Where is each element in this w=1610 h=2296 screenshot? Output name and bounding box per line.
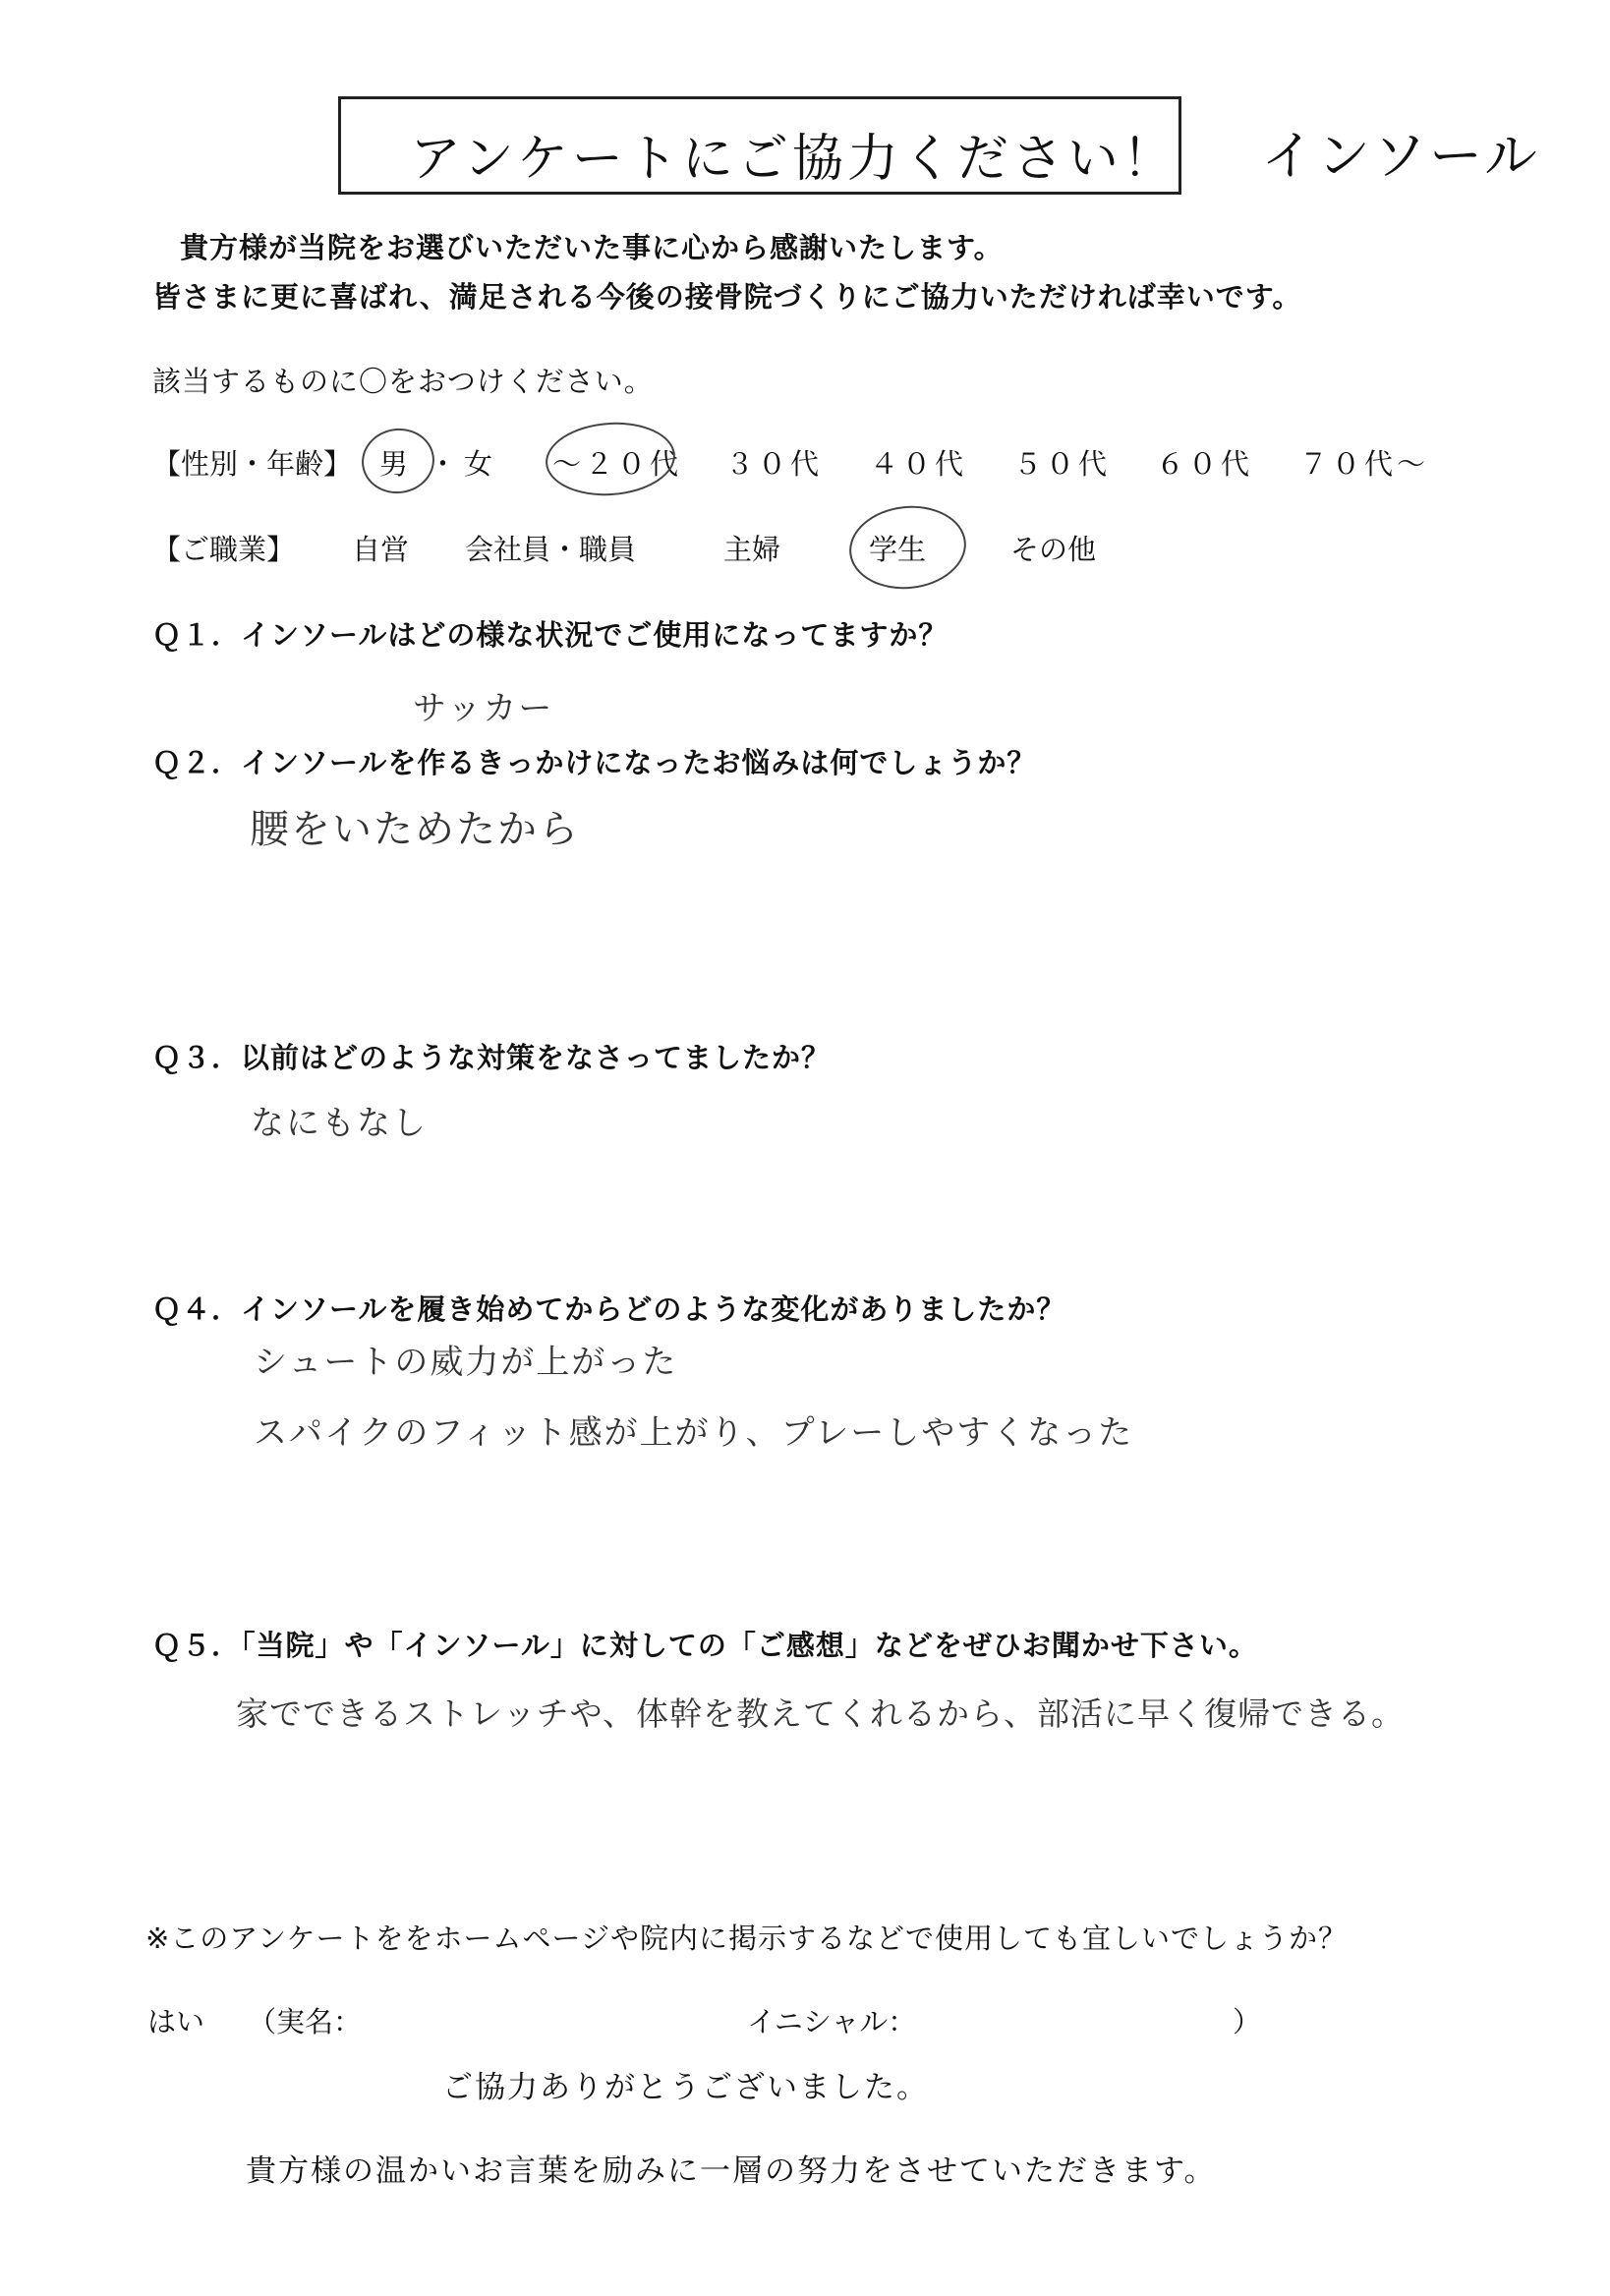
age-40s[interactable]: ４０代 bbox=[870, 447, 968, 481]
circle-mark-student bbox=[845, 500, 970, 595]
occupation-label: 【ご職業】 bbox=[152, 533, 296, 566]
question-3: Ｑ３．以前はどのような対策をなさってましたか？ bbox=[152, 1041, 832, 1074]
initial-label: イニシャル： bbox=[747, 2005, 917, 2038]
answer-1: サッカー bbox=[413, 689, 554, 728]
answer-4-line-1: シュートの威力が上がった bbox=[254, 1343, 678, 1382]
age-70s-plus[interactable]: ７０代～ bbox=[1299, 447, 1430, 481]
answer-5: 家でできるストレッチや、体幹を教えてくれるから、部活に早く復帰できる。 bbox=[236, 1694, 1406, 1733]
question-5: Ｑ５．「当院」や「インソール」に対しての「ご感想」などをぜひお聞かせ下さい。 bbox=[152, 1629, 1258, 1662]
question-1: Ｑ１．インソールはどの様な状況でご使用になってますか？ bbox=[152, 618, 949, 652]
title-box bbox=[338, 96, 1181, 195]
circle-mark-male bbox=[358, 424, 438, 498]
occupation-student[interactable]: 学生 bbox=[869, 533, 927, 566]
occupation-employee[interactable]: 会社員・職員 bbox=[465, 533, 637, 566]
age-50s[interactable]: ５０代 bbox=[1013, 447, 1112, 481]
intro-line-2: 皆さまに更に喜ばれ、満足される今後の接骨院づくりにご協力いただければ幸いです。 bbox=[152, 280, 1302, 314]
intro-line-1: 貴方様が当院をお選びいただいた事に心から感謝いたします。 bbox=[180, 231, 1004, 264]
occupation-self-employed[interactable]: 自営 bbox=[352, 533, 410, 566]
category-label: インソール bbox=[1261, 125, 1540, 187]
gender-female[interactable]: 女 bbox=[464, 447, 493, 481]
thanks-message: ご協力ありがとうございました。 bbox=[442, 2070, 929, 2105]
consent-question: ※このアンケートををホームページや院内に掲示するなどで使用しても宜しいでしょうか？ bbox=[145, 1922, 1348, 1955]
age-30s[interactable]: ３０代 bbox=[725, 447, 824, 481]
gender-age-label: 【性別・年齢】 bbox=[152, 447, 353, 481]
answer-2: 腰をいためたから bbox=[250, 807, 580, 852]
age-60s[interactable]: ６０代 bbox=[1156, 447, 1254, 481]
gender-male[interactable]: 男 bbox=[379, 447, 409, 481]
gender-separator: ・ bbox=[429, 447, 458, 481]
circle-mark-20s bbox=[544, 418, 678, 499]
instruction: 該当するものに〇をおつけください。 bbox=[152, 365, 654, 398]
question-4: Ｑ４．インソールを履き始めてからどのような変化がありましたか？ bbox=[152, 1292, 1066, 1326]
age-20s[interactable]: ～２０代 bbox=[552, 447, 683, 481]
survey-title: アンケートにご協力ください！ bbox=[410, 130, 1178, 189]
question-2: Ｑ２．インソールを作るきっかけになったお悩みは何でしょうか？ bbox=[152, 746, 1037, 779]
answer-3: なにもなし bbox=[251, 1104, 428, 1143]
occupation-housewife[interactable]: 主婦 bbox=[723, 533, 781, 566]
answer-4-line-2: スパイクのフィット感が上がり、プレーしやすくなった bbox=[254, 1413, 1134, 1453]
occupation-other[interactable]: その他 bbox=[1010, 533, 1097, 566]
consent-yes[interactable]: はい bbox=[147, 2005, 205, 2038]
closing-message: 貴方様の温かいお言葉を励みに一層の努力をさせていただきます。 bbox=[246, 2153, 1217, 2189]
consent-close-paren: ） bbox=[1233, 2005, 1262, 2038]
realname-label: （実名： bbox=[248, 2005, 363, 2038]
